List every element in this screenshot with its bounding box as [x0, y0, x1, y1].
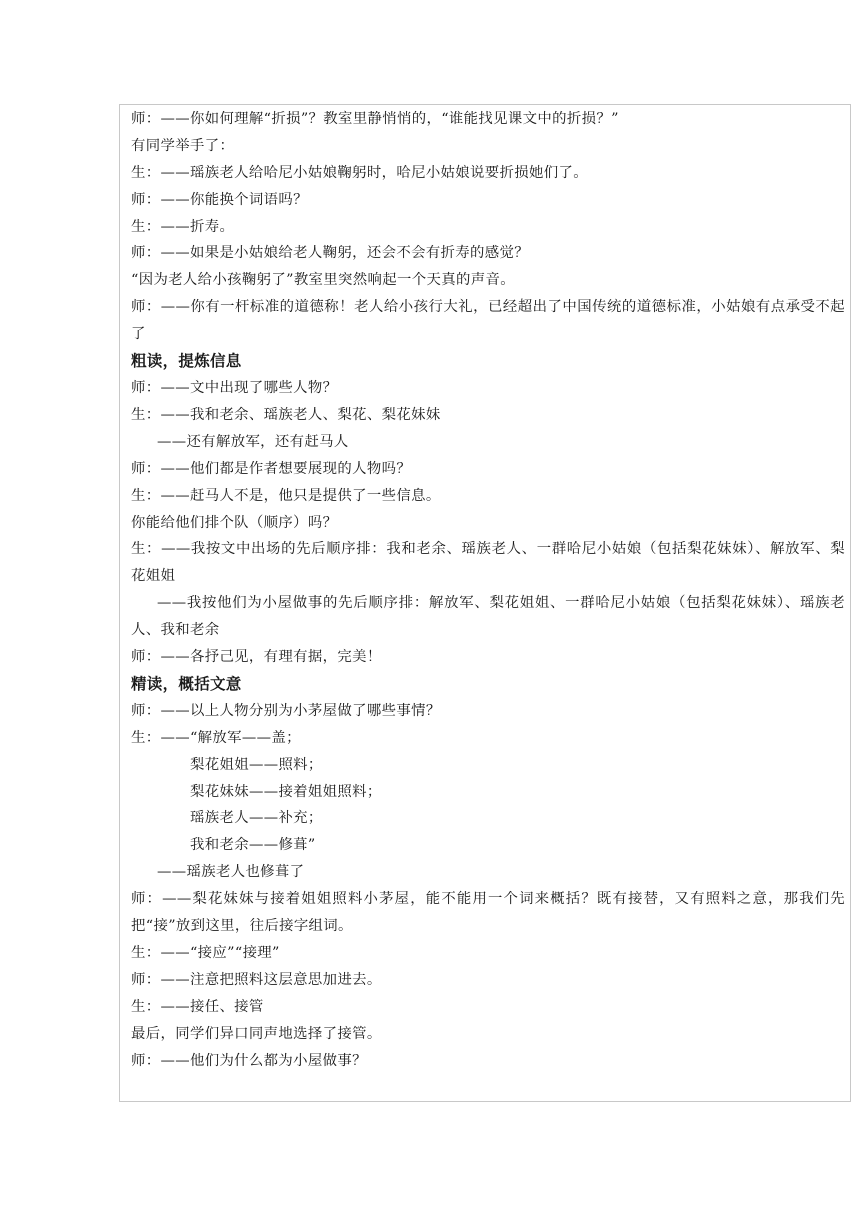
- dialogue-paragraph: 生：——我按文中出场的先后顺序排：我和老余、瑶族老人、一群哈尼小姑娘（包括梨花妹妹）、解放军、梨花姐姐: [131, 541, 845, 585]
- dialogue-line: 师：——他们都是作者想要展现的人物吗？: [131, 460, 412, 477]
- dialogue-line: 生：——接任、接管: [131, 998, 264, 1015]
- dialogue-line: ——还有解放军，还有赶马人: [157, 433, 349, 450]
- dialogue-line: 生：——我和老余、瑶族老人、梨花、梨花妹妹: [131, 406, 441, 423]
- dialogue-line: 师：——各抒己见，有理有据，完美！: [131, 649, 382, 666]
- document-body: [131, 106, 845, 1074]
- section-heading: 粗读，提炼信息: [131, 352, 242, 371]
- dialogue-line: 生：——“解放军——盖；: [131, 729, 301, 746]
- dialogue-paragraph: 师：——你有一杆标准的道德称！老人给小孩行大礼，已经超出了中国传统的道德标准，小姑娘有点承受不起了: [131, 299, 845, 343]
- dialogue-line: 生：——“接应”“接理”: [131, 944, 280, 961]
- list-item: 梨花妹妹——接着姐姐照料；: [190, 783, 382, 800]
- section-heading: 精读，概括文意: [131, 674, 242, 693]
- dialogue-line: 师：——以上人物分别为小茅屋做了哪些事情？: [131, 702, 441, 719]
- dialogue-line: ——瑶族老人也修葺了: [157, 864, 305, 881]
- dialogue-line: 师：——文中出现了哪些人物？: [131, 380, 338, 397]
- dialogue-paragraph: 师：——梨花妹妹与接着姐姐照料小茅屋，能不能用一个词来概括？既有接替，又有照料之意，那我们先把“接”放到这里，往后接字组词。: [131, 891, 845, 935]
- dialogue-line: 师：——你如何理解“折损”？教室里静悄悄的，“谁能找见课文中的折损？”: [131, 111, 619, 127]
- list-item: 梨花姐姐——照料；: [190, 756, 323, 773]
- dialogue-line: 师：——如果是小姑娘给老人鞠躬，还会不会有折寿的感觉？: [131, 245, 529, 262]
- dialogue-line: 生：——折寿。: [131, 218, 235, 235]
- dialogue-paragraph: ——我按他们为小屋做事的先后顺序排：解放军、梨花姐姐、一群哈尼小姑娘（包括梨花妹妹）、瑶族老人、我和老余: [131, 595, 845, 639]
- list-item: 瑶族老人——补充；: [190, 810, 323, 827]
- list-item: 我和老余——修葺”: [190, 837, 316, 854]
- narration-line: 你能给他们排个队（顺序）吗？: [131, 514, 338, 531]
- narration-line: 最后，同学们异口同声地选择了接管。: [131, 1025, 382, 1042]
- dialogue-line: 师：——你能换个词语吗？: [131, 191, 308, 208]
- dialogue-line: 师：——注意把照料这层意思加进去。: [131, 971, 382, 988]
- dialogue-line: 生：——赶马人不是，他只是提供了一些信息。: [131, 487, 441, 504]
- narration-line: 有同学举手了：: [131, 137, 235, 154]
- dialogue-line: 生：——瑶族老人给哈尼小姑娘鞠躬时，哈尼小姑娘说要折损她们了。: [131, 164, 588, 181]
- dialogue-line: 师：——他们为什么都为小屋做事？: [131, 1052, 367, 1069]
- narration-line: “因为老人给小孩鞠躬了”教室里突然响起一个天真的声音。: [131, 272, 515, 289]
